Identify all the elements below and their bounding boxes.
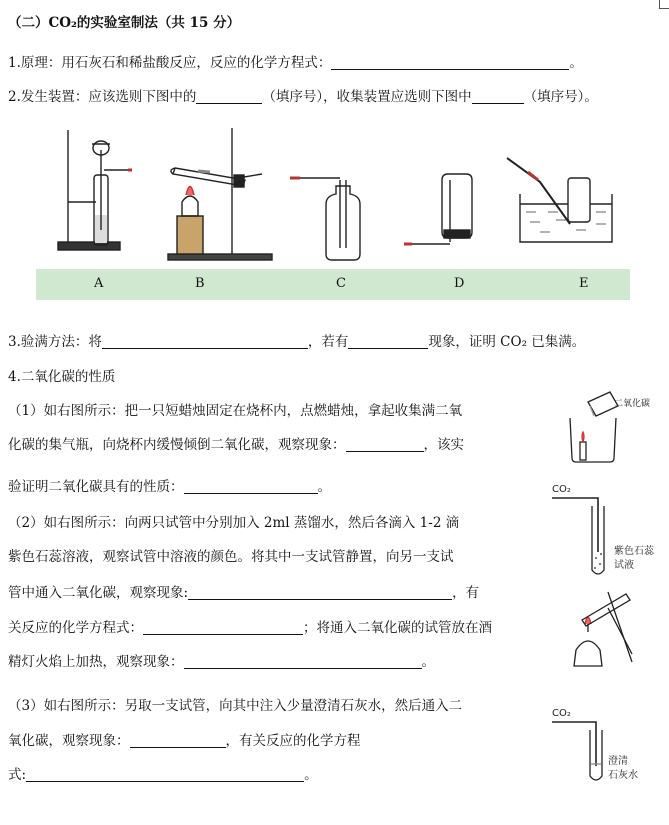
heating-tube-figure	[574, 592, 632, 666]
part-2-line-1: （2）如右图所示：向两只试管中分别加入 2ml 蒸馏水，然后各滴入 1-2 滴	[8, 515, 460, 531]
question-3-text-c: 现象，证明 CO₂ 已集满。	[428, 334, 586, 350]
part-2-line-3-text: 管中通入二氧化碳，观察现象:	[8, 585, 189, 601]
part-3-line-2	[8, 732, 361, 750]
answer-blank-litmus-equation[interactable]	[143, 620, 303, 635]
label-e: E	[579, 276, 589, 291]
apparatus-labels-bar	[36, 269, 630, 300]
part-1-line-3	[8, 478, 331, 496]
part-2-line-5-end: 。	[421, 654, 435, 670]
answer-blank-equation[interactable]	[331, 55, 569, 70]
co2-label-b: CO₂	[552, 708, 571, 719]
answer-blank-candle[interactable]	[346, 437, 424, 452]
property-figures	[548, 384, 669, 799]
part-1-line-2	[8, 436, 464, 454]
answer-blank-collector[interactable]	[472, 89, 524, 104]
part-1-line-1: （1）如右图所示：把一只短蜡烛固定在烧杯内，点燃蜡烛，拿起收集满二氧	[8, 403, 463, 419]
apparatus-e	[507, 158, 612, 242]
question-1-text: 1.原理：用石灰石和稀盐酸反应，反应的化学方程式：	[8, 55, 332, 71]
part-2-line-3-end: ，有	[452, 585, 480, 601]
part-2-line-4-end: ；将通入二氧化碳的试管放在酒	[303, 620, 492, 636]
part-3-line-3-text: 式:	[8, 767, 27, 783]
part-1-line-2-text: 化碳的集气瓶，向烧杯内缓慢倾倒二氧化碳，观察现象：	[8, 437, 346, 453]
apparatus-d	[404, 174, 472, 244]
answer-blank-limewater[interactable]	[130, 733, 226, 748]
answer-blank-generator[interactable]	[196, 89, 262, 104]
co2-label-a: CO₂	[552, 484, 571, 495]
label-b: B	[195, 276, 205, 291]
litmus-tube-figure	[552, 484, 655, 574]
apparatus-c	[290, 178, 360, 260]
apparatus-figure	[0, 120, 669, 270]
part-1-line-2-end: ，该实	[423, 437, 464, 453]
part-3-line-1: （3）如右图所示：另取一支试管，向其中注入少量澄清石灰水，然后通入二	[8, 698, 463, 714]
answer-blank-litmus[interactable]	[188, 585, 452, 600]
co2-bottle-label: 二氧化碳	[614, 399, 651, 409]
question-2-text-c: （填序号）。	[523, 89, 598, 105]
answer-blank-method[interactable]	[102, 334, 308, 349]
question-3-text-b: ，若有	[307, 334, 349, 350]
label-d: D	[454, 276, 465, 291]
question-1	[8, 54, 583, 72]
page-corner-mark	[659, 0, 669, 9]
part-3-line-3-end: 。	[304, 767, 318, 783]
part-3-line-3	[8, 766, 318, 784]
candle-beaker-figure	[570, 392, 650, 462]
litmus-label-1: 紫色石蕊	[614, 546, 654, 557]
question-2-text-a: 2.发生装置：应该选则下图中的	[8, 89, 197, 105]
question-3	[8, 333, 585, 351]
apparatus-b	[168, 128, 272, 260]
part-1-line-3-text: 验证明二氧化碳具有的性质：	[8, 479, 184, 495]
section-title: （二）CO₂的实验室制法（共 15 分）	[8, 15, 241, 31]
question-4-title: 4.二氧化碳的性质	[8, 369, 116, 385]
part-2-line-2: 紫色石蕊溶液，观察试管中溶液的颜色。将其中一支试管静置，向另一支试	[8, 549, 454, 565]
answer-blank-heating[interactable]	[184, 654, 422, 669]
part-2-line-4	[8, 619, 492, 637]
litmus-label-2: 试液	[614, 560, 634, 571]
part-3-line-2-text: 氧化碳，观察现象：	[8, 733, 130, 749]
answer-blank-limewater-equation[interactable]	[26, 767, 304, 782]
apparatus-a	[58, 130, 132, 250]
label-a: A	[94, 276, 104, 291]
answer-blank-property[interactable]	[184, 479, 318, 494]
limewater-label-1: 澄清	[608, 756, 628, 767]
question-2	[8, 88, 598, 106]
limewater-tube-figure	[552, 708, 638, 781]
limewater-label-2: 石灰水	[608, 770, 638, 781]
part-2-line-5	[8, 653, 435, 671]
question-2-text-b: （填序号），收集装置应选则下图中	[262, 89, 472, 105]
question-1-end: 。	[569, 55, 583, 71]
part-2-line-3	[8, 584, 479, 602]
answer-blank-phenomenon[interactable]	[348, 334, 428, 349]
part-2-line-4-text: 关反应的化学方程式：	[8, 620, 143, 636]
part-2-line-5-text: 精灯火焰上加热，观察现象：	[8, 654, 184, 670]
part-3-line-2-end: ，有关反应的化学方程	[225, 733, 361, 749]
part-1-line-3-end: 。	[317, 479, 331, 495]
label-c: C	[336, 276, 346, 291]
question-3-text-a: 3.验满方法：将	[8, 334, 102, 350]
